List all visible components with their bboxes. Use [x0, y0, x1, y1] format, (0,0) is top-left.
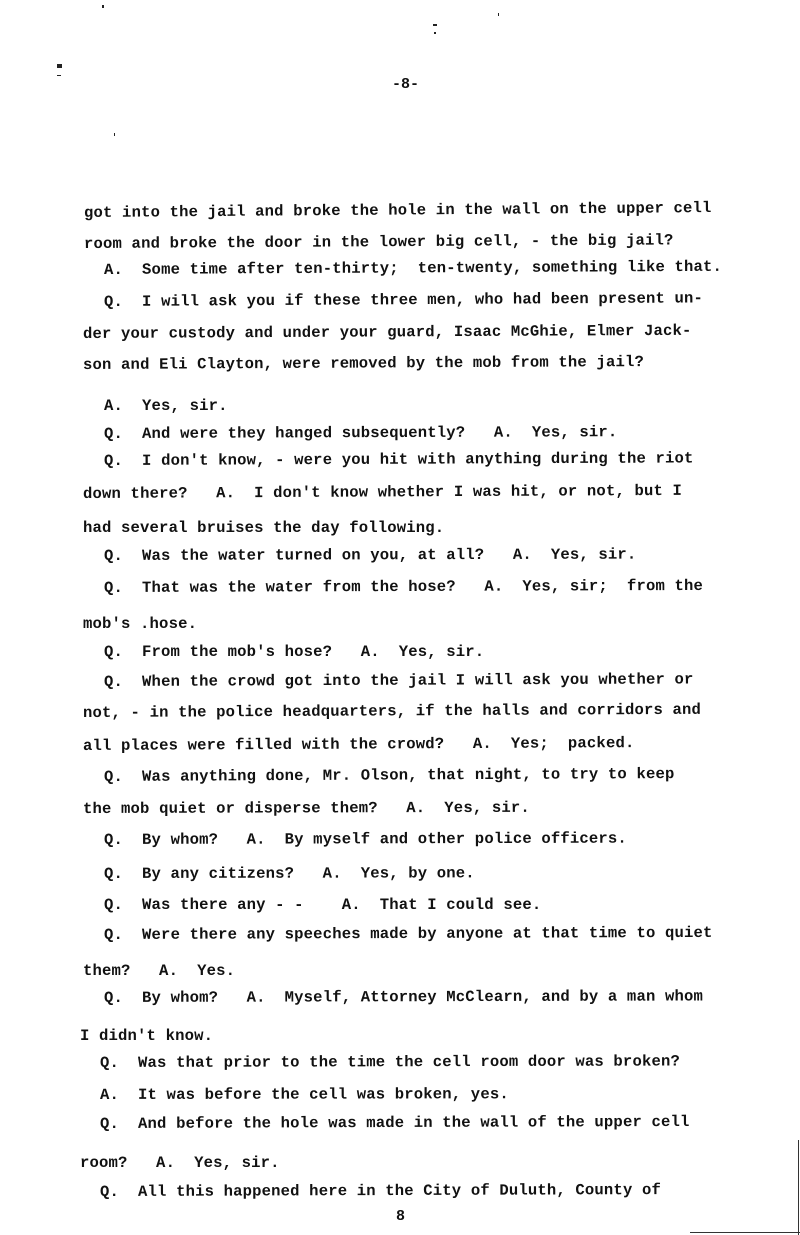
scan-speck	[57, 64, 62, 68]
transcript-line: Q. When the crowd got into the jail I will ask you whether or	[103, 670, 694, 691]
transcript-line: Q. Was the water turned on you, at all? A. Yes, sir.	[103, 545, 637, 565]
transcript-line: room? A. Yes, sir.	[80, 1154, 280, 1172]
scan-speck	[102, 5, 104, 8]
scan-edge	[798, 1140, 799, 1235]
scan-speck	[114, 133, 115, 136]
scan-speck	[434, 32, 436, 34]
transcript-line: A. It was before the cell was broken, yes.	[99, 1085, 509, 1104]
scan-speck	[433, 24, 437, 26]
transcript-line: A. Yes, sir.	[104, 397, 228, 415]
transcript-line: down there? A. I don't know whether I was hit, or not, but I	[82, 481, 683, 503]
transcript-line: not, - in the police headquarters, if the halls and corridors and	[82, 700, 702, 722]
transcript-line: had several bruises the day following.	[83, 519, 445, 537]
scan-speck	[498, 13, 499, 16]
transcript-line: all places were filled with the crowd? A. Yes; packed.	[82, 734, 635, 755]
scan-speck	[57, 75, 61, 76]
transcript-line: A. Some time after ten-thirty; ten-twenty, something like that.	[103, 257, 723, 279]
transcript-line: Q. By whom? A. Myself, Attorney McClearn, and by a man whom	[103, 987, 704, 1007]
transcript-line: Q. And were they hanged subsequently? A. Yes, sir.	[103, 423, 618, 443]
transcript-line: Q. Was anything done, Mr. Olson, that night, to try to keep	[103, 765, 675, 786]
transcript-line: Q. Was that prior to the time the cell room door was broken?	[99, 1052, 681, 1072]
transcript-line: Q. By whom? A. By myself and other police officers.	[103, 829, 627, 849]
transcript-line: Q. From the mob's hose? A. Yes, sir.	[104, 643, 485, 661]
transcript-line: Q. I don't know, - were you hit with anything during the riot	[103, 449, 694, 470]
scan-edge	[690, 1232, 800, 1233]
transcript-line: mob's .hose.	[83, 615, 198, 633]
transcript-line: der your custody and under your guard, Isaac McGhie, Elmer Jack-	[82, 321, 692, 343]
transcript-line: Q. By any citizens? A. Yes, by one.	[103, 864, 475, 883]
transcript-line: I didn't know.	[80, 1027, 214, 1045]
transcript-line: them? A. Yes.	[83, 962, 236, 980]
transcript-line: Q. That was the water from the hose? A. Yes, sir; from the	[103, 576, 704, 597]
page-header-marker: -8-	[392, 76, 420, 93]
transcript-line: room and broke the door in the lower big cell, - the big jail?	[83, 231, 674, 253]
transcript-line: Q. I will ask you if these three men, who had been present un-	[103, 289, 704, 311]
transcript-line: Q. Was there any - - A. That I could see.	[104, 896, 542, 914]
transcript-line: Q. All this happened here in the City of Duluth, County of	[99, 1181, 661, 1201]
transcript-line: Q. Were there any speeches made by anyone at that time to quiet	[103, 923, 713, 944]
transcript-line: son and Eli Clayton, were removed by the mob from the jail?	[82, 353, 645, 374]
transcript-line: the mob quiet or disperse them? A. Yes, sir.	[82, 798, 530, 818]
transcript-line: Q. And before the hole was made in the wall of the upper cell	[99, 1112, 690, 1133]
transcript-line: got into the jail and broke the hole in the wall on the upper cell	[83, 199, 712, 222]
page-footer-number: 8	[396, 1208, 406, 1225]
